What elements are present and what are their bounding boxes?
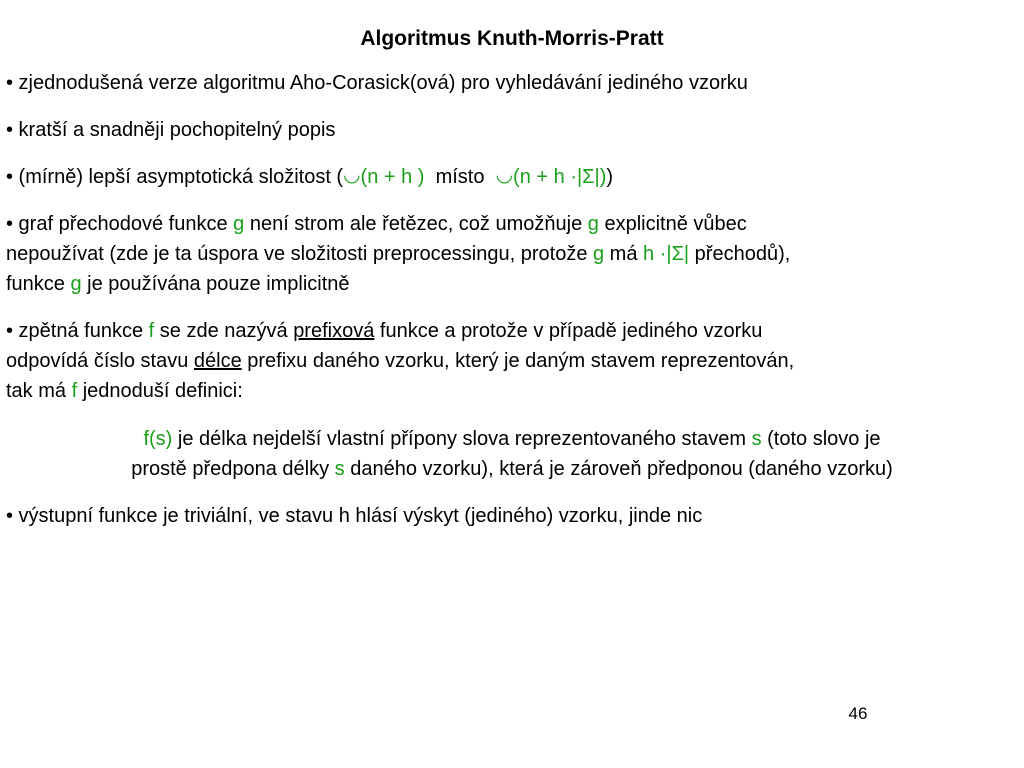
- symbol-g: g: [593, 243, 605, 265]
- symbol-g: g: [70, 273, 82, 295]
- text: není strom ale řetězec, což umožňuje: [244, 213, 588, 235]
- page-number: 46: [848, 704, 868, 723]
- symbol-f: f: [71, 380, 78, 402]
- symbol-g: g: [233, 213, 245, 235]
- omega-symbol-1: ◡: [343, 164, 361, 186]
- text: daného vzorku), která je zároveň předponou (daného vzorku): [344, 458, 893, 480]
- transition-line-3: [6, 269, 1018, 299]
- underlined-prefixova: prefixová: [293, 320, 375, 342]
- text: tak má: [6, 380, 72, 402]
- text: je délka nejdelší vlastní přípony slova reprezentovaného stavem: [172, 428, 752, 450]
- text: má: [604, 243, 644, 265]
- symbol-f-of-s: f(s): [143, 428, 173, 450]
- complexity-kmp: (n + h ): [360, 166, 425, 188]
- bullet-output-function: • výstupní funkce je triviální, ve stavu h hlásí výskyt (jediného) vzorku, jinde nic: [6, 505, 703, 527]
- failure-line-3: [6, 376, 1018, 406]
- symbol-s: s: [334, 458, 345, 480]
- failure-line-1: [6, 316, 1018, 346]
- text: přechodů),: [689, 243, 791, 265]
- text: funkce a protože v případě jediného vzorku: [374, 320, 763, 342]
- text: funkce: [6, 273, 71, 295]
- text: je používána pouze implicitně: [81, 273, 350, 295]
- text: nepoužívat (zde je ta úspora ve složitosti preprocessingu, protože: [6, 243, 593, 265]
- transition-line-1: [6, 209, 1018, 239]
- underlined-delce: délce: [193, 350, 242, 372]
- bullet-shorter-description: • kratší a snadněji pochopitelný popis: [6, 119, 336, 141]
- text: • zpětná funkce: [6, 320, 149, 342]
- text: se zde nazývá: [154, 320, 294, 342]
- failure-line-2: [6, 346, 1018, 376]
- text: (toto slovo je: [761, 428, 881, 450]
- symbol-s: s: [751, 428, 762, 450]
- text: prefixu daného vzorku, který je daným stavem reprezentován,: [241, 350, 795, 372]
- bullet-complexity: [6, 162, 1018, 192]
- definition-line-1: [0, 424, 1024, 454]
- symbol-g: g: [587, 213, 599, 235]
- slide-title: Algoritmus Knuth-Morris-Pratt: [360, 27, 664, 50]
- complexity-text-end: ): [606, 166, 614, 188]
- text: jednoduší definici:: [77, 380, 243, 402]
- symbol-h-sigma: h ·|Σ|: [643, 243, 690, 265]
- transition-line-2: [6, 239, 1018, 269]
- symbol-f: f: [148, 320, 155, 342]
- complexity-aho-corasick: (n + h ·|Σ|): [513, 166, 607, 188]
- bullet-simplified-version: • zjednodušená verze algoritmu Aho-Corasick(ová) pro vyhledávání jediného vzorku: [6, 72, 748, 94]
- text: • graf přechodové funkce: [6, 213, 234, 235]
- text: explicitně vůbec: [598, 213, 747, 235]
- complexity-instead-of: místo: [424, 166, 496, 188]
- definition-line-2: [0, 454, 1024, 484]
- text: prostě předpona délky: [131, 458, 335, 480]
- omega-symbol-2: ◡: [495, 164, 514, 186]
- complexity-text-start: • (mírně) lepší asymptotická složitost (: [6, 166, 344, 188]
- text: odpovídá číslo stavu: [6, 350, 194, 372]
